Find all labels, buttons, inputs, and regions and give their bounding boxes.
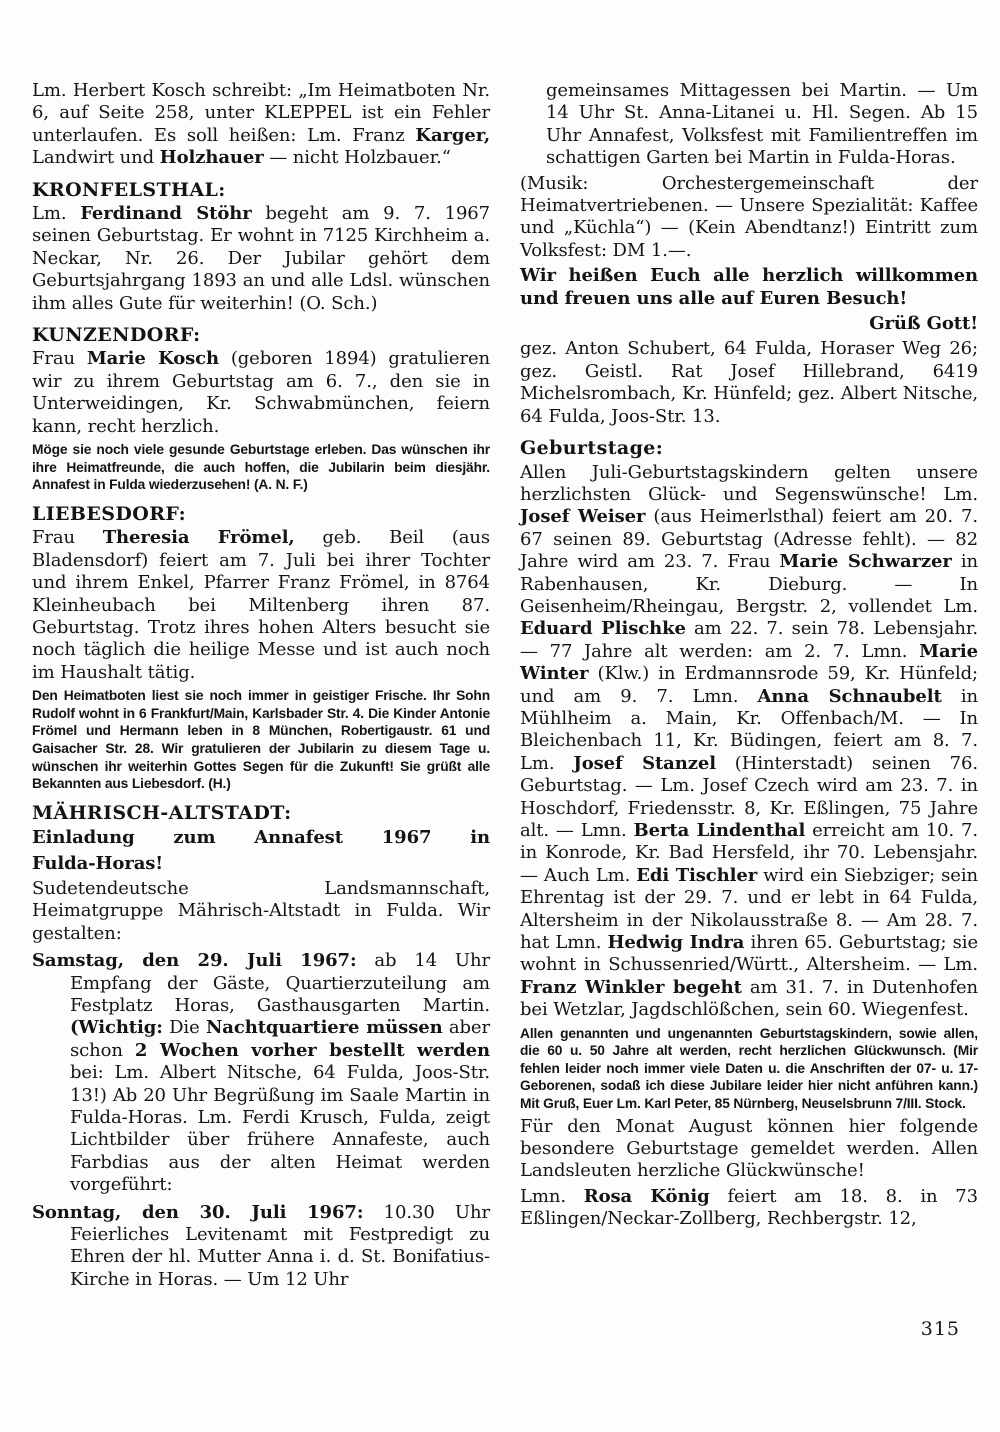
body-paragraph: Frau Marie Kosch (geboren 1894) gratulieren wir zu ihrem Geburtstag am 6. 7., den sie in Unterweidingen, Kr. Schwabmünchen, feiern kann, recht herzlich. [32,348,491,437]
page-number: 315 [920,1318,960,1340]
section-heading: KUNZENDORF: [32,324,201,347]
body-paragraph: Frau Theresia Frömel, geb. Beil (aus Bladensdorf) feiert am 7. Juli bei ihrer Tochter und ihrem Enkel, Pfarrer Franz Frömel, in 8764 Kleinheubach bei Miltenberg ihren 87. Geburtstag. Trotz ihres hohen Alters besucht sie noch täglich die heilige Messe und ist auch noch im Haushalt tätig. [32,527,491,683]
body-paragraph: Lm. Ferdinand Stöhr begeht am 9. 7. 1967 seinen Geburtstag. Er wohnt in 7125 Kirchheim a. Neckar, Nr. 26. Der Jubilar gehört dem Geburtsjahrgang 1893 an und alle Ldsl. wünschen ihm alles Gute für weiterhin! (O. Sch.) [32,203,490,314]
body-paragraph: Für den Monat August können hier folgende besondere Geburtstage gemeldet werden. Allen Landsleuten herzliche Glückwünsche! [520,1115,978,1182]
bold-paragraph: Wir heißen Euch alle herzlich willkommen und freuen uns alle auf Euren Besuch! [520,265,978,309]
continuation-paragraph: gemeinsames Mittagessen bei Martin. — Um 14 Uhr St. Anna-Litanei u. Hl. Segen. Ab 15 Uhr Annafest, Volksfest mit Familientreffen im schattigen Garten bei Martin in Fulda-Horas. [546,80,978,169]
section-heading: LIEBESDORF: [32,502,187,525]
body-paragraph: Lmn. Rosa König feiert am 18. 8. in 73 Eßlingen/Neckar-Zollberg, Rechbergstr. 12, [520,1185,979,1230]
section-heading: MÄHRISCH-ALTSTADT: [32,801,292,824]
text-columns [32,80,978,1294]
right-column [520,80,978,1294]
schedule-paragraph: Sonntag, den 30. Juli 1967: 10.30 Uhr Feierliches Levitenamt mit Festpredigt zu Ehren der hl. Mutter Anna i. d. St. Bonifatius-Kirche in Horas. — Um 12 Uhr [32,1201,491,1290]
section-heading: Geburtstage: [520,437,664,460]
body-paragraph: (Musik: Orchestergemeinschaft der Heimatvertriebenen. — Unsere Spezialität: Kaffee und „Küchla“) — (Kein Abendtanz!) Eintritt zum Volksfest: DM 1.—. [520,172,978,261]
fine-print-paragraph: Möge sie noch viele gesunde Geburtstage erleben. Das wünschen ihr ihre Heimatfreunde, die auch hoffen, die Jubilarin beim diesjähr. Annafest in Fulda wiederzusehen! (A. N. F.) [32,442,490,493]
schedule-paragraph: Samstag, den 29. Juli 1967: ab 14 Uhr Empfang der Gäste, Quartierzuteilung am Festplatz Horas, Gasthausgarten Martin. (Wichtig: Die Nachtquartiere müssen aber schon 2 Wochen vorher bestellt werden bei: Lm. Albert Nitsche, 64 Fulda, Joos-Str. 13!) Ab 20 Uhr Begrüßung im Saale Martin in Fulda-Horas. Lm. Ferdi Krusch, Fulda, zeigt Lichtbilder über frühere Annafeste, auch Farbdias aus der alten Heimat werden vorgeführt: [32,950,490,1196]
body-paragraph: gez. Anton Schubert, 64 Fulda, Horaser Weg 26; gez. Geistl. Rat Josef Hillebrand, 6419 Michelsrombach, Kr. Hünfeld; gez. Albert Nitsche, 64 Fulda, Joos-Str. 13. [520,338,978,427]
invite-heading-line: Einladung zum Annafest 1967 in [32,827,490,849]
left-column [32,80,490,1294]
body-paragraph: Sudetendeutsche Landsmannschaft, Heimatgruppe Mährisch-Altstadt in Fulda. Wir gestalten: [32,877,490,944]
invite-heading-line: Fulda-Horas! [32,852,164,874]
fine-print-paragraph: Den Heimatboten liest sie noch immer in geistiger Frische. Ihr Sohn Rudolf wohnt in 6 Frankfurt/Main, Karlsbader Str. 4. Die Kinder Antonie Frömel und Hermann leben in 8 München, Robertigaustr. 61 und Gaisacher Str. 28. Wir gratulieren der Jubilarin zu diesem Tage u. wünschen ihr weiterhin Gottes Segen für die Zukunft! Sie grüßt alle Bekannten aus Liebesdorf. (H.) [32,688,490,792]
section-heading: KRONFELSTHAL: [32,178,226,201]
body-paragraph: Lm. Herbert Kosch schreibt: „Im Heimatboten Nr. 6, auf Seite 258, unter KLEPPEL ist ein Fehler unterlaufen. Es soll heißen: Lm. Franz Karger, Landwirt und Holzhauer — nicht Holzbauer.“ [32,80,490,169]
body-paragraph: Allen Juli-Geburtstagskindern gelten unsere herzlichsten Glück- und Segenswünsche! Lm. Josef Weiser (aus Heimerlsthal) feiert am 20. 7. 67 seinen 89. Geburtstag (Adresse fehlt). — 82 Jahre wird am 23. 7. Frau Marie Schwarzer in Rabenhausen, Kr. Dieburg. — In Geisenheim/Rheingau, Bergstr. 2, vollendet Lm. Eduard Plischke am 22. 7. sein 78. Lebensjahr. — 77 Jahre alt werden: am 2. 7. Lmn. Marie Winter (Klw.) in Erdmannsrode 59, Kr. Hünfeld; und am 9. 7. Lmn. Anna Schnaubelt in Mühlheim a. Main, Kr. Offenbach/M. — In Bleichenbach 11, Kr. Büdingen, feiert am 8. 7. Lm. Josef Stanzel (Hinterstadt) seinen 76. Geburtstag. — Lm. Josef Czech wird am 23. 7. in Hoschdorf, Friedensstr. 8, Kr. Eßlingen, 75 Jahre alt. — Lmn. Berta Lindenthal erreicht am 10. 7. in Konrode, Kr. Bad Hersfeld, ihr 70. Lebensjahr. — Auch Lm. Edi Tischler wird ein Siebziger; sein Ehrentag ist der 29. 7. und er lebt in 64 Fulda, Altersheim in der Nikolausstraße 8. — Am 28. 7. hat Lmn. Hedwig Indra ihren 65. Geburtstag; sie wohnt in Schussenried/Württ., Altersheim. — Lm. Franz Winkler begeht am 31. 7. in Dutenhofen bei Wetzlar, Jagdschlößchen, sein 60. Wiegenfest. [520,461,979,1021]
fine-print-paragraph: Allen genannten und ungenannten Geburtstagskindern, sowie allen, die 60 u. 50 Jahre alt werden, recht herzlichen Glückwunsch. (Mir fehlen leider noch immer viele Daten u. die Anschriften der 07- u. 17-Geborenen, sodaß ich diese Jubilare leider hier nicht anführen kann.) Mit Gruß, Euer Lm. Karl Peter, 85 Nürnberg, Neuselsbrunn 7/III. Stock. [520,1025,978,1112]
signoff-line: Grüß Gott! [869,313,978,335]
